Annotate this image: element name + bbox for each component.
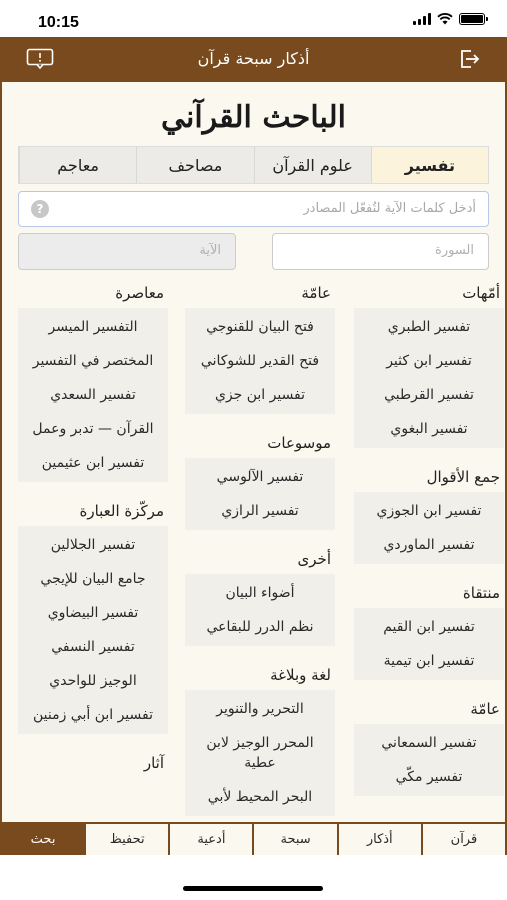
tafsir-item[interactable]: فتح القدير للشوكاني <box>200 353 320 369</box>
tafsir-item[interactable]: القرآن — تدبر وعمل <box>32 421 154 437</box>
tafsir-item[interactable]: تفسير البيضاوي <box>47 605 139 621</box>
app-title: الباحث القرآني <box>160 100 346 135</box>
nav-bar <box>0 37 507 82</box>
tafsir-item[interactable]: تفسير ابن الجوزي <box>376 503 482 519</box>
group-title: عامّة <box>301 284 331 302</box>
tafsir-item[interactable]: تفسير الطبري <box>387 319 471 335</box>
tafsir-item[interactable]: جامع البيان للإيجي <box>40 571 146 587</box>
tabbar-quran[interactable]: قرآن <box>423 824 505 855</box>
main-content <box>2 82 505 822</box>
group-title: موسوعات <box>267 434 331 452</box>
group-title: جمع الأقوال <box>426 468 500 486</box>
group-title: أمّهات <box>462 284 500 302</box>
status-time: 10:15 <box>38 14 79 31</box>
exit-icon[interactable] <box>457 47 481 71</box>
tafsir-item[interactable]: تفسير ابن كثير <box>386 353 472 369</box>
group-title: مركّزة العبارة <box>79 502 164 520</box>
tab-tafsir[interactable]: تفسير <box>371 147 488 183</box>
group-ukhra <box>185 546 335 646</box>
source-tabs <box>18 146 489 184</box>
group-amma-right <box>354 696 504 796</box>
tafsir-item[interactable]: التحرير والتنوير <box>216 701 304 717</box>
help-icon[interactable]: ? <box>31 200 49 218</box>
group-ummahat <box>354 280 504 448</box>
ayah-field[interactable] <box>18 233 236 270</box>
tafsir-item[interactable]: الوجيز للواحدي <box>49 673 137 689</box>
tabbar-subha[interactable]: سبحة <box>254 824 336 855</box>
home-area <box>0 855 507 900</box>
tabbar-adiya[interactable]: أدعية <box>170 824 252 855</box>
tafsir-item[interactable]: البحر المحيط لأبي <box>207 789 313 805</box>
tafsir-item[interactable]: المحرر الوجيز لابن عطية <box>206 735 314 771</box>
group-title: عامّة <box>470 700 500 718</box>
tab-dictionaries[interactable]: معاجم <box>19 147 136 183</box>
group-title: آثار <box>143 754 164 772</box>
tafsir-item[interactable]: تفسير البغوي <box>390 421 468 437</box>
group-title: معاصرة <box>115 284 164 302</box>
group-athar <box>18 750 168 778</box>
group-mawsuat <box>185 430 335 530</box>
tafsir-item[interactable]: تفسير ابن عثيمين <box>41 455 145 471</box>
tabbar-adhkar[interactable]: أذكار <box>339 824 421 855</box>
group-amma-mid <box>185 280 335 414</box>
group-title: منتقاة <box>462 584 500 602</box>
group-title: لغة وبلاغة <box>270 666 331 684</box>
tafsir-item[interactable]: تفسير النسفي <box>51 639 135 655</box>
nav-title: أذكار سبحة قرآن <box>197 49 310 68</box>
ayah-placeholder: الآية <box>199 243 221 258</box>
battery-icon <box>459 13 485 25</box>
tafsir-item[interactable]: تفسير ابن أبي زمنين <box>32 707 154 723</box>
surah-placeholder: السورة <box>435 243 474 258</box>
tafsir-item[interactable]: تفسير ابن القيم <box>383 619 475 635</box>
tafsir-column-right <box>354 280 504 812</box>
group-lugha-balagha <box>185 662 335 816</box>
tafsir-item[interactable]: تفسير ابن جزي <box>214 387 306 403</box>
tafsir-item[interactable]: تفسير القرطبي <box>384 387 474 403</box>
tafsir-item[interactable]: نظم الدرر للبقاعي <box>206 619 314 635</box>
tabbar-search[interactable]: بحث <box>2 824 84 855</box>
tab-mushafs[interactable]: مصاحف <box>136 147 253 183</box>
tafsir-item[interactable]: تفسير الآلوسي <box>216 469 304 485</box>
tafsir-column-middle <box>185 280 335 822</box>
status-bar <box>0 0 507 37</box>
tafsir-item[interactable]: تفسير مكّي <box>395 769 463 785</box>
signal-icon <box>413 13 431 25</box>
tafsir-item[interactable]: تفسير الماوردي <box>383 537 475 553</box>
surah-field[interactable] <box>272 233 489 270</box>
group-muntaqa <box>354 580 504 680</box>
search-input[interactable] <box>18 191 489 227</box>
tabbar-tahfeez[interactable]: تحفيظ <box>86 824 168 855</box>
tafsir-item[interactable]: فتح البيان للقنوجي <box>206 319 314 335</box>
tafsir-item[interactable]: التفسير الميسر <box>48 319 138 335</box>
bottom-tab-bar <box>0 822 507 855</box>
tafsir-column-left <box>18 280 168 794</box>
status-icons <box>413 13 485 25</box>
tafsir-item[interactable]: تفسير السمعاني <box>381 735 477 751</box>
wifi-icon <box>437 13 453 25</box>
tab-quran-sciences[interactable]: علوم القرآن <box>254 147 371 183</box>
tafsir-item[interactable]: تفسير الرازي <box>221 503 299 519</box>
tafsir-item[interactable]: تفسير الجلالين <box>50 537 136 553</box>
group-title: أخرى <box>297 550 331 568</box>
group-muasira <box>18 280 168 482</box>
search-placeholder: أدخل كلمات الآية لتُفعّل المصادر <box>303 201 476 216</box>
home-indicator <box>183 886 323 891</box>
tafsir-item[interactable]: أضواء البيان <box>225 585 295 601</box>
tafsir-item[interactable]: تفسير السعدي <box>50 387 136 403</box>
group-jam-alaqwal <box>354 464 504 564</box>
tafsir-item[interactable]: المختصر في التفسير <box>32 353 154 369</box>
tafsir-item[interactable]: تفسير ابن تيمية <box>383 653 475 669</box>
group-murakkaza <box>18 498 168 734</box>
